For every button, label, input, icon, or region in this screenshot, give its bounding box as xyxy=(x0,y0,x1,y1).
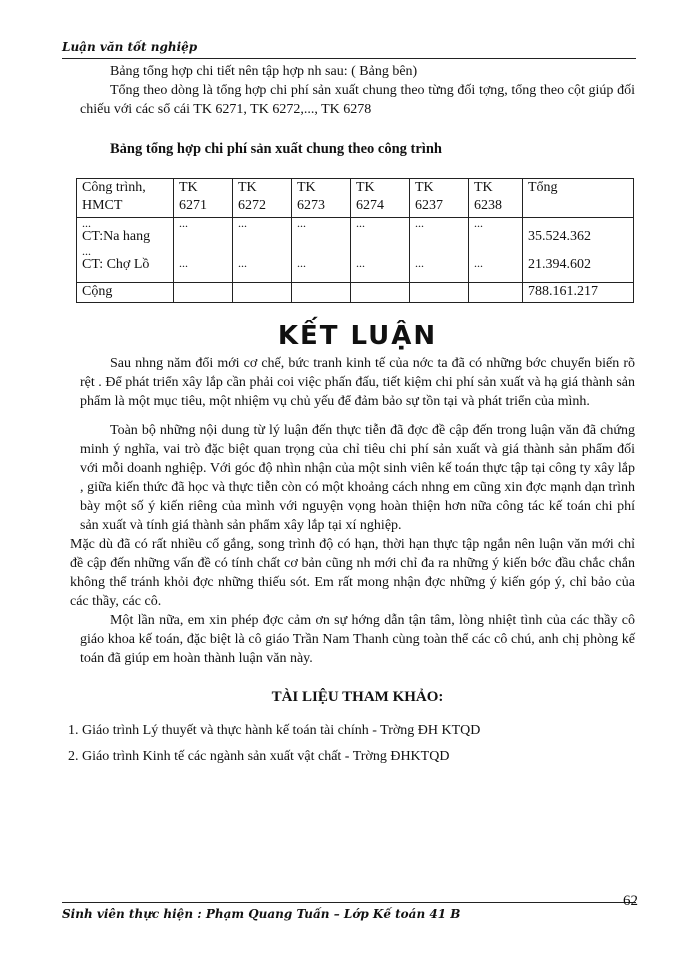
intro-line-1: Bảng tổng hợp chi tiết nên tập hợp nh sau: ( Bảng bên) xyxy=(110,64,418,79)
conclusion-paragraph-4: Một lần nữa, em xin phép đợc cảm ơn sự hớng dẫn tận tâm, lòng nhiệt tình của các thầy cô giáo khoa kế toán, đặc biệt là cô giáo Trần Nam Thanh cùng toàn thể các cô chú, anh chị phòng kế toán đã giúp em hoàn thành luận văn này. xyxy=(80,613,635,666)
total-label: Cộng xyxy=(77,283,174,303)
page-body xyxy=(68,62,635,773)
cost-summary-table xyxy=(76,178,634,303)
dots: ... xyxy=(179,216,188,230)
total-cell xyxy=(523,218,634,283)
col-header-tk6274: TK 6274 xyxy=(351,179,410,218)
col-header-project: Công trình, HMCT xyxy=(77,179,174,218)
references-list xyxy=(68,721,635,766)
dots: ... xyxy=(297,216,306,230)
dots: ... xyxy=(179,256,188,270)
conclusion-paragraph-2: Toàn bộ những nội dung từ lý luận đến thực tiễn đã đợc đề cập đến trong luận văn đã chứng minh ý nghĩa, vai trò đặc biệt quan trọng của chỉ tiêu chi phí sản xuất và giá thành sản phẩm đối với mỗi doanh nghiệp. Với góc độ nhìn nhận của một sinh viên kế toán thực tập tại công ty xây lắp , giữa kiến thức đã học và thực tiễn còn có một khoảng cách nhng em cũng xin đợc mạnh dạn trình bày một số ý kiến riêng của mình với nguyện vọng hoàn thiện hơn nữa công tác kế toán chi phí sản xuất và tính giá thành sản phẩm xây lắp tại xí nghiệp. xyxy=(80,423,635,533)
intro-line-2: Tổng theo dòng là tổng hợp chi phí sản xuất chung theo từng đối tợng, tổng theo cột giúp đối chiếu với các sổ cái TK 6271, TK 6272,..., TK 6278 xyxy=(80,83,635,117)
tk-cell xyxy=(174,218,233,283)
project-total-2: 21.394.602 xyxy=(528,257,591,272)
grand-total: 788.161.217 xyxy=(523,283,634,303)
dots: ... xyxy=(356,216,365,230)
dots: ... xyxy=(238,216,247,230)
dots: ... xyxy=(82,244,91,258)
tk-cell xyxy=(351,218,410,283)
references-heading: TÀI LIỆU THAM KHẢO: xyxy=(271,689,444,705)
project-name-2: CT: Chợ Lồ xyxy=(82,257,150,272)
col-header-total: Tổng xyxy=(523,179,634,218)
header-title: Luận văn tốt nghiệp xyxy=(62,40,198,54)
dots: ... xyxy=(356,256,365,270)
reference-item: 1. Giáo trình Lý thuyết và thực hành kế toán tài chính - Trờng ĐH KTQD xyxy=(68,723,481,738)
table-total-row xyxy=(77,283,634,303)
dots: ... xyxy=(82,216,91,230)
tk-cell xyxy=(233,218,292,283)
reference-item: 2. Giáo trình Kinh tế các ngành sản xuất vật chất - Trờng ĐHKTQD xyxy=(68,749,450,764)
tk-cell xyxy=(469,218,523,283)
table-title: Bảng tổng hợp chi phí sản xuất chung theo công trình xyxy=(110,141,442,157)
col-header-tk6237: TK 6237 xyxy=(410,179,469,218)
table-header-row xyxy=(77,179,634,218)
col-header-tk6272: TK 6272 xyxy=(233,179,292,218)
dots: ... xyxy=(474,256,483,270)
col-header-tk6273: TK 6273 xyxy=(292,179,351,218)
project-total-1: 35.524.362 xyxy=(528,229,591,244)
conclusion-heading: KẾT LUẬN xyxy=(277,321,438,351)
page-number: 62 xyxy=(623,893,638,909)
conclusion-paragraph-1: Sau nhng năm đổi mới cơ chế, bức tranh kinh tế của nớc ta đã có những bớc chuyển biến rõ rệt . Để phát triển xây lắp cần phải coi việc phấn đấu, tiết kiệm chi phí sản xuất và hạ giá thành sản phẩm là một mục tiêu, một nhiệm vụ chủ yếu để đảm bảo sự tồn tại và phát triển của mình. xyxy=(80,356,635,409)
col-header-tk6238: TK 6238 xyxy=(469,179,523,218)
footer-author: Sinh viên thực hiện : Phạm Quang Tuấn – Lớp Kế toán 41 B xyxy=(62,907,461,921)
tk-cell xyxy=(292,218,351,283)
dots: ... xyxy=(415,256,424,270)
dots: ... xyxy=(238,256,247,270)
table-row xyxy=(77,218,634,283)
col-header-tk6271: TK 6271 xyxy=(174,179,233,218)
dots: ... xyxy=(297,256,306,270)
conclusion-paragraph-3: Mặc dù đã có rất nhiều cố gắng, song trình độ có hạn, thời hạn thực tập ngắn nên luận văn mới chỉ đề cập đến những vấn đề có tính chất cơ bản cũng nh mới chỉ đa ra những ý kiến bớc đầu chắc chắn không thể tránh khỏi đợc những thiếu sót. Em rất mong nhận đợc những ý kiến góp ý, chỉ bảo của các thầy, các cô. xyxy=(70,537,635,609)
dots: ... xyxy=(474,216,483,230)
conclusion-body xyxy=(70,354,635,668)
project-cell xyxy=(77,218,174,283)
page-footer xyxy=(62,893,638,921)
tk-cell xyxy=(410,218,469,283)
project-name-1: CT:Na hang xyxy=(82,229,151,244)
dots: ... xyxy=(415,216,424,230)
page-header xyxy=(62,40,636,59)
